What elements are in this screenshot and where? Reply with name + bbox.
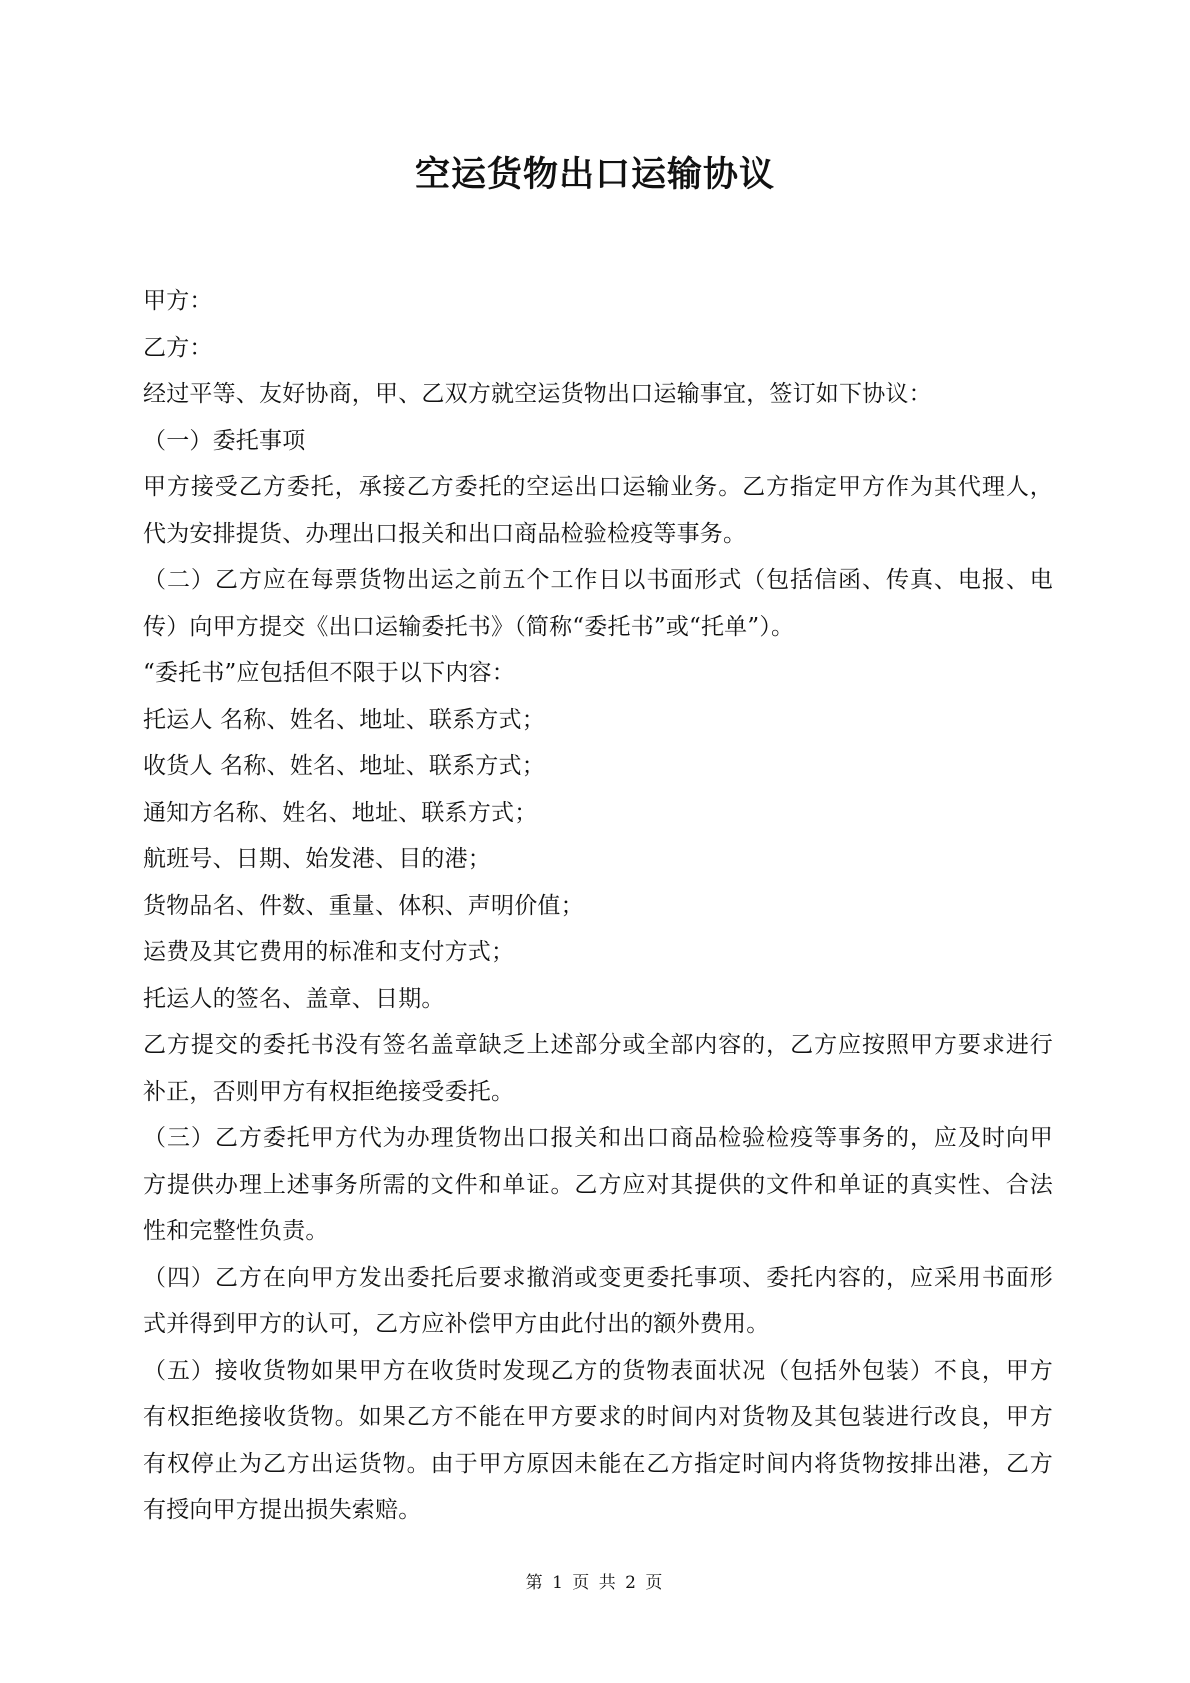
text-line: 代为安排提货、办理出口报关和出口商品检验检疫等事务。 [143, 520, 747, 547]
text-line: （二）乙方应在每票货物出运之前五个工作日以书面形式（包括信函、传真、电报、电 [143, 567, 1053, 593]
text-line: 有权停止为乙方出运货物。由于甲方原因未能在乙方指定时间内将货物按排出港，乙方 [143, 1450, 1053, 1477]
text-line: 性和完整性负责。 [143, 1218, 329, 1244]
text-line: “委托书”应包括但不限于以下内容： [143, 660, 515, 686]
text-line: 补正，否则甲方有权拒绝接受委托。 [143, 1078, 515, 1105]
text-line: 式并得到甲方的认可，乙方应补偿甲方由此付出的额外费用。 [143, 1311, 770, 1337]
text-line: （五）接收货物如果甲方在收货时发现乙方的货物表面状况（包括外包装）不良，甲方 [143, 1357, 1053, 1384]
text-line: 托运人的签名、盖章、日期。 [143, 985, 445, 1012]
text-line: 航班号、日期、始发港、目的港； [143, 846, 491, 872]
text-line: 运费及其它费用的标准和支付方式； [143, 939, 515, 965]
text-line: （一）委托事项 [143, 427, 306, 454]
text-line: （四）乙方在向甲方发出委托后要求撤消或变更委托事项、委托内容的，应采用书面形 [143, 1264, 1053, 1291]
text-line: （三）乙方委托甲方代为办理货物出口报关和出口商品检验检疫等事务的，应及时向甲 [143, 1125, 1053, 1151]
text-line: 有权拒绝接收货物。如果乙方不能在甲方要求的时间内对货物及其包装进行改良，甲方 [143, 1404, 1053, 1430]
document-body [143, 278, 1053, 1534]
text-line: 有授向甲方提出损失索赔。 [143, 1497, 422, 1523]
text-line: 甲方接受乙方委托，承接乙方委托的空运出口运输业务。乙方指定甲方作为其代理人， [143, 474, 1053, 500]
text-line: 甲方： [143, 288, 213, 314]
text-line: 货物品名、件数、重量、体积、声明价值； [143, 892, 584, 919]
text-line: 通知方名称、姓名、地址、联系方式； [143, 799, 538, 826]
text-line: 乙方： [143, 334, 213, 361]
text-line: 经过平等、友好协商，甲、乙双方就空运货物出口运输事宜，签订如下协议： [143, 381, 932, 407]
document-title: 空运货物出口运输协议 [414, 154, 775, 195]
text-line: 乙方提交的委托书没有签名盖章缺乏上述部分或全部内容的，乙方应按照甲方要求进行 [143, 1032, 1053, 1058]
text-line: 托运人 名称、姓名、地址、联系方式； [143, 706, 545, 733]
text-line: 传）向甲方提交《出口运输委托书》（简称“委托书”或“托单”）。 [143, 613, 795, 640]
text-line: 方提供办理上述事务所需的文件和单证。乙方应对其提供的文件和单证的真实性、合法 [143, 1171, 1053, 1198]
text-line: 收货人 名称、姓名、地址、联系方式； [143, 753, 545, 779]
page-footer: 第 1 页 共 2 页 [525, 1573, 665, 1593]
